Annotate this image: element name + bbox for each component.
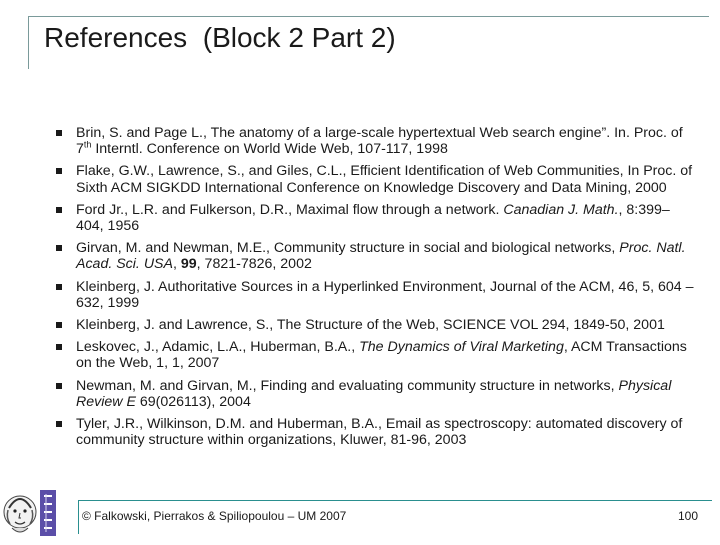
logos xyxy=(0,484,64,540)
footer-divider-vertical xyxy=(78,500,79,534)
footer-copyright: © Falkowski, Pierrakos & Spiliopoulou – UM 2007 xyxy=(82,509,347,523)
bullet-icon xyxy=(56,421,62,427)
bullet-icon xyxy=(56,383,62,389)
reference-item: Ford Jr., L.R. and Fulkerson, D.R., Maximal flow through a network. Canadian J. Math., 8:399–404, 1956 xyxy=(56,202,696,234)
reference-item: Kleinberg, J. and Lawrence, S., The Structure of the Web, SCIENCE VOL 294, 1849-50, 2001 xyxy=(56,317,696,333)
reference-item: Leskovec, J., Adamic, L.A., Huberman, B.A., The Dynamics of Viral Marketing, ACM Transactions on the Web, 1, 1, 2007 xyxy=(56,339,696,371)
bullet-icon xyxy=(56,344,62,350)
bullet-icon xyxy=(56,284,62,290)
reference-item: Brin, S. and Page L., The anatomy of a large-scale hypertextual Web search engine”. In. Proc. of 7th Interntl. Conference on World Wide Web, 107-117, 1998 xyxy=(56,125,696,157)
portrait-logo-icon xyxy=(0,484,64,540)
bullet-icon xyxy=(56,322,62,328)
reference-item: Newman, M. and Girvan, M., Finding and evaluating community structure in networks, Physical Review E 69(026113), 2004 xyxy=(56,378,696,410)
bullet-icon xyxy=(56,168,62,174)
reference-item: Tyler, J.R., Wilkinson, D.M. and Huberman, B.A., Email as spectroscopy: automated discovery of community structure within organizations, Kluwer, 81-96, 2003 xyxy=(56,416,696,448)
bullet-icon xyxy=(56,245,62,251)
bullet-icon xyxy=(56,130,62,136)
reference-item: Kleinberg, J. Authoritative Sources in a Hyperlinked Environment, Journal of the ACM, 46, 5, 604 –632, 1999 xyxy=(56,279,696,311)
reference-item: Flake, G.W., Lawrence, S., and Giles, C.L., Efficient Identification of Web Communities, In Proc. of Sixth ACM SIGKDD International Conference on Knowledge Discovery and Data Mining, 2000 xyxy=(56,163,696,195)
slide-title: References (Block 2 Part 2) xyxy=(44,22,396,53)
reference-item: Girvan, M. and Newman, M.E., Community structure in social and biological networks, Proc. Natl. Acad. Sci. USA, 99, 7821-7826, 2002 xyxy=(56,240,696,272)
footer-divider xyxy=(78,500,712,501)
bullet-icon xyxy=(56,207,62,213)
page-number: 100 xyxy=(677,509,698,523)
reference-list xyxy=(56,125,696,454)
